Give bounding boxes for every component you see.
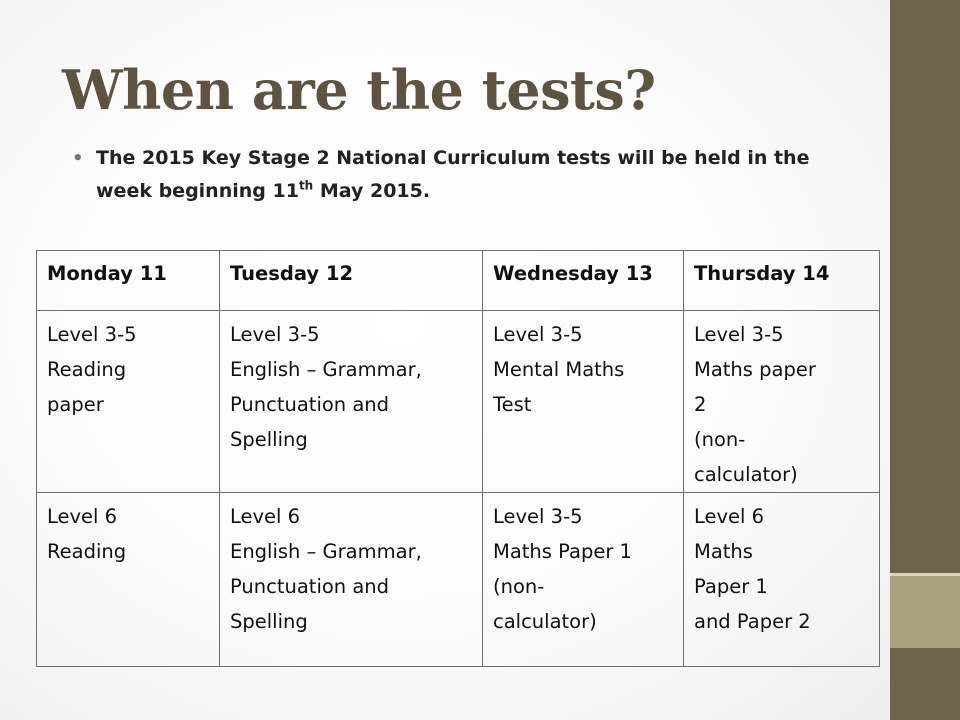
cell-line: Level 6	[47, 505, 118, 528]
table-row	[37, 493, 880, 667]
table-header-row	[37, 251, 880, 311]
cell-line: Level 6	[694, 505, 765, 528]
cell-line: and Paper 2	[694, 610, 811, 633]
cell-line: Test	[493, 393, 532, 416]
cell-line: Reading	[47, 358, 127, 381]
cell-line: Level 3-5	[47, 323, 137, 346]
cell-line: Level 3-5	[230, 323, 320, 346]
bullet-text-main: The 2015 Key Stage 2 National Curriculum tests will be held in the week beginning 11	[96, 147, 810, 202]
page-title: When are the tests?	[62, 58, 656, 122]
bullet-text	[96, 142, 832, 208]
cell-line: Paper 1	[694, 575, 768, 598]
cell-line: Maths	[694, 540, 753, 563]
header-monday: Monday 11	[37, 251, 220, 311]
table-cell	[220, 493, 483, 667]
cell-line: Level 3-5	[493, 505, 583, 528]
cell-line: (non-	[493, 575, 545, 598]
table-cell	[684, 311, 880, 493]
sidebar-accent-top	[890, 0, 960, 576]
table-cell	[37, 493, 220, 667]
header-tuesday: Tuesday 12	[220, 251, 483, 311]
cell-line: Spelling	[230, 428, 308, 451]
cell-line: Reading	[47, 540, 127, 563]
table-cell	[684, 493, 880, 667]
cell-line: paper	[47, 393, 104, 416]
table-cell	[483, 311, 684, 493]
table-cell	[220, 311, 483, 493]
cell-line: Maths paper	[694, 358, 816, 381]
cell-line: calculator)	[694, 463, 798, 486]
table-row	[37, 311, 880, 493]
cell-line: calculator)	[493, 610, 597, 633]
bullet-text-end: May 2015.	[313, 180, 431, 202]
cell-line: English – Grammar,	[230, 358, 422, 381]
bullet-icon: •	[72, 148, 84, 169]
table-cell	[37, 311, 220, 493]
cell-line: Mental Maths	[493, 358, 625, 381]
test-schedule-table	[36, 250, 880, 667]
sidebar-accent-middle	[890, 576, 960, 648]
cell-line: Level 3-5	[493, 323, 583, 346]
header-thursday: Thursday 14	[684, 251, 880, 311]
cell-line: Level 3-5	[694, 323, 784, 346]
cell-line: Level 6	[230, 505, 301, 528]
cell-line: Punctuation and	[230, 393, 390, 416]
cell-line: (non-	[694, 428, 746, 451]
header-wednesday: Wednesday 13	[483, 251, 684, 311]
bullet-superscript: th	[298, 178, 314, 193]
bullet-item	[72, 142, 832, 208]
cell-line: 2	[694, 393, 707, 416]
table-cell	[483, 493, 684, 667]
cell-line: Punctuation and	[230, 575, 390, 598]
cell-line: Maths Paper 1	[493, 540, 632, 563]
cell-line: Spelling	[230, 610, 308, 633]
cell-line: English – Grammar,	[230, 540, 422, 563]
sidebar-accent-bottom	[890, 648, 960, 720]
